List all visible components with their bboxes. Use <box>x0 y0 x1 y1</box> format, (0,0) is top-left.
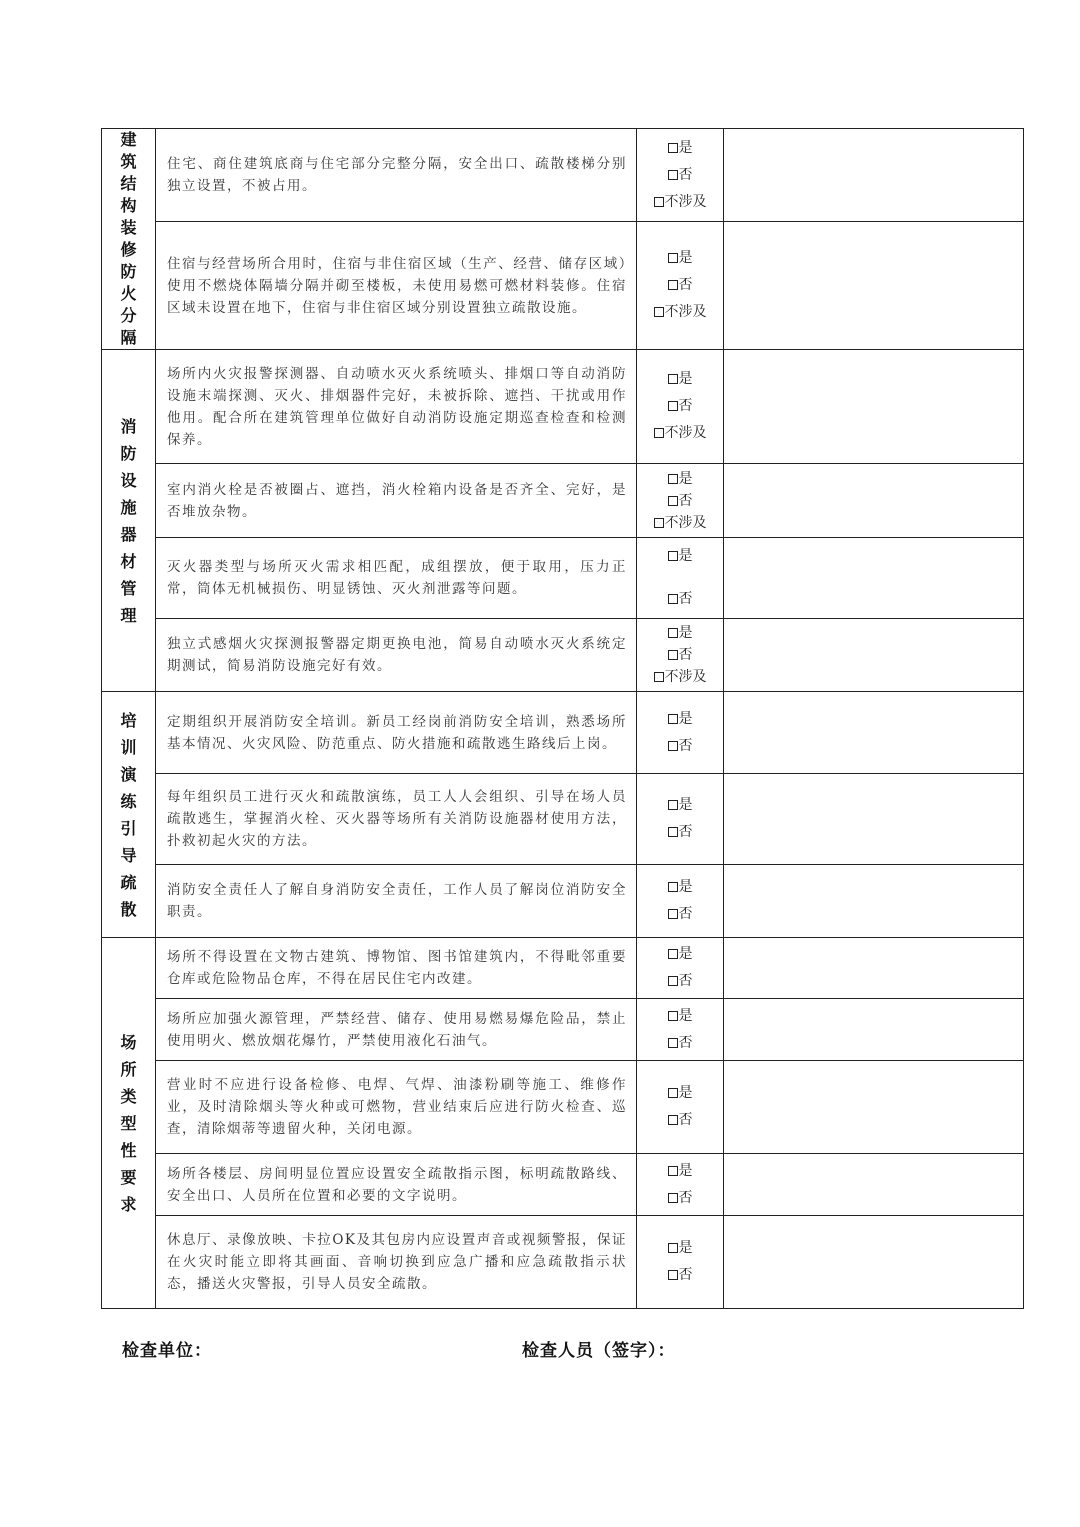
requirement-text: 休息厅、录像放映、卡拉OK及其包房内应设置声音或视频警报，保证在火灾时能立即将其画面、音响切换到应急广播和应急疏散指示状态，播送火灾警报，引导人员安全疏散。 <box>156 1216 637 1309</box>
option-yes[interactable]: 是 <box>637 622 723 644</box>
table-row <box>102 464 1024 538</box>
category-cell <box>102 350 156 692</box>
table-row <box>102 1061 1024 1154</box>
checkbox-icon[interactable] <box>668 909 678 919</box>
checkbox-icon[interactable] <box>654 518 664 528</box>
checkbox-icon[interactable] <box>668 1038 678 1048</box>
option-cell <box>637 999 724 1061</box>
table-row <box>102 774 1024 865</box>
table-row <box>102 222 1024 350</box>
checkbox-icon[interactable] <box>668 143 678 153</box>
requirement-text: 室内消火栓是否被圈占、遮挡，消火栓箱内设备是否齐全、完好，是否堆放杂物。 <box>156 464 637 538</box>
checkbox-icon[interactable] <box>654 197 664 207</box>
inspector-signature-label: 检查人员（签字）： <box>522 1341 676 1361</box>
option-na[interactable]: 不涉及 <box>637 299 723 326</box>
option-yes[interactable]: 是 <box>637 1235 723 1262</box>
checkbox-icon[interactable] <box>668 650 678 660</box>
checkbox-icon[interactable] <box>668 976 678 986</box>
checkbox-icon[interactable] <box>668 1115 678 1125</box>
option-yes[interactable]: 是 <box>637 1158 723 1185</box>
table-row <box>102 865 1024 938</box>
category-label: 消防设施器材管理 <box>120 416 137 625</box>
remarks-cell[interactable] <box>724 464 1024 538</box>
option-no[interactable]: 否 <box>637 819 723 846</box>
checkbox-icon[interactable] <box>668 594 678 604</box>
checkbox-icon[interactable] <box>668 628 678 638</box>
requirement-text: 独立式感烟火灾探测报警器定期更换电池，简易自动喷水灭火系统定期测试，简易消防设施完好有效。 <box>156 619 637 692</box>
option-no[interactable]: 否 <box>637 393 723 420</box>
category-label: 建筑结构装修防火分隔 <box>120 130 137 347</box>
requirement-text: 住宿与经营场所合用时，住宿与非住宿区域（生产、经营、储存区域）使用不燃烧体隔墙分隔并砌至楼板，未使用易燃可燃材料装修。住宿区域未设置在地下，住宿与非住宿区域分别设置独立疏散设施。 <box>156 222 637 350</box>
option-cell <box>637 222 724 350</box>
option-no[interactable]: 否 <box>637 162 723 189</box>
option-no[interactable]: 否 <box>637 272 723 299</box>
option-yes[interactable]: 是 <box>637 245 723 272</box>
option-cell <box>637 1061 724 1154</box>
option-no[interactable]: 否 <box>637 733 723 760</box>
option-no[interactable]: 否 <box>637 1030 723 1057</box>
requirement-text: 场所不得设置在文物古建筑、博物馆、图书馆建筑内，不得毗邻重要仓库或危险物品仓库，不得在居民住宅内改建。 <box>156 938 637 999</box>
remarks-cell[interactable] <box>724 938 1024 999</box>
checkbox-icon[interactable] <box>668 827 678 837</box>
checkbox-icon[interactable] <box>654 428 664 438</box>
table-row <box>102 692 1024 774</box>
category-cell <box>102 129 156 350</box>
checkbox-icon[interactable] <box>668 1011 678 1021</box>
category-cell <box>102 692 156 938</box>
category-label: 场所类型性要求 <box>120 1032 137 1214</box>
remarks-cell[interactable] <box>724 1061 1024 1154</box>
remarks-cell[interactable] <box>724 774 1024 865</box>
checkbox-icon[interactable] <box>668 741 678 751</box>
requirement-text: 营业时不应进行设备检修、电焊、气焊、油漆粉刷等施工、维修作业，及时清除烟头等火种或可燃物，营业结束后应进行防火检查、巡查，清除烟蒂等遗留火种，关闭电源。 <box>156 1061 637 1154</box>
option-yes[interactable]: 是 <box>637 706 723 733</box>
checkbox-icon[interactable] <box>668 474 678 484</box>
option-yes[interactable]: 是 <box>637 792 723 819</box>
requirement-text: 每年组织员工进行灭火和疏散演练，员工人人会组织、引导在场人员疏散逃生，掌握消火栓、灭火器等场所有关消防设施器材使用方法，扑救初起火灾的方法。 <box>156 774 637 865</box>
remarks-cell[interactable] <box>724 1216 1024 1309</box>
table-row <box>102 350 1024 464</box>
remarks-cell[interactable] <box>724 692 1024 774</box>
option-cell <box>637 350 724 464</box>
table-row <box>102 938 1024 999</box>
checkbox-icon[interactable] <box>668 280 678 290</box>
option-yes[interactable]: 是 <box>637 468 723 490</box>
checkbox-icon[interactable] <box>668 551 678 561</box>
requirement-text: 住宅、商住建筑底商与住宅部分完整分隔，安全出口、疏散楼梯分别独立设置，不被占用。 <box>156 129 637 222</box>
option-no[interactable]: 否 <box>637 490 723 512</box>
requirement-text: 消防安全责任人了解自身消防安全责任，工作人员了解岗位消防安全职责。 <box>156 865 637 938</box>
remarks-cell[interactable] <box>724 222 1024 350</box>
remarks-cell[interactable] <box>724 350 1024 464</box>
option-yes[interactable]: 是 <box>637 135 723 162</box>
remarks-cell[interactable] <box>724 865 1024 938</box>
remarks-cell[interactable] <box>724 538 1024 619</box>
checkbox-icon[interactable] <box>668 882 678 892</box>
option-no[interactable]: 否 <box>637 901 723 928</box>
table-row <box>102 999 1024 1061</box>
remarks-cell[interactable] <box>724 129 1024 222</box>
option-yes[interactable]: 是 <box>637 1080 723 1107</box>
table-row <box>102 538 1024 619</box>
option-no[interactable]: 否 <box>637 586 723 613</box>
option-yes[interactable]: 是 <box>637 941 723 968</box>
checkbox-icon[interactable] <box>668 253 678 263</box>
option-na[interactable]: 不涉及 <box>637 666 723 688</box>
inspection-table <box>101 128 1024 1309</box>
category-cell <box>102 938 156 1309</box>
checkbox-icon[interactable] <box>668 401 678 411</box>
table-row <box>102 1216 1024 1309</box>
requirement-text: 灭火器类型与场所灭火需求相匹配，成组摆放，便于取用，压力正常，筒体无机械损伤、明显锈蚀、灭火剂泄露等问题。 <box>156 538 637 619</box>
option-no[interactable]: 否 <box>637 1107 723 1134</box>
option-cell <box>637 774 724 865</box>
checkbox-icon[interactable] <box>668 1166 678 1176</box>
requirement-text: 定期组织开展消防安全培训。新员工经岗前消防安全培训，熟悉场所基本情况、火灾风险、防范重点、防火措施和疏散逃生路线后上岗。 <box>156 692 637 774</box>
option-yes[interactable]: 是 <box>637 366 723 393</box>
option-na[interactable]: 不涉及 <box>637 420 723 447</box>
remarks-cell[interactable] <box>724 999 1024 1061</box>
option-cell <box>637 938 724 999</box>
checkbox-icon[interactable] <box>668 170 678 180</box>
category-label: 培训演练引导疏散 <box>120 710 137 919</box>
requirement-text: 场所内火灾报警探测器、自动喷水灭火系统喷头、排烟口等自动消防设施末端探测、灭火、排烟器件完好，未被拆除、遮挡、干扰或用作他用。配合所在建筑管理单位做好自动消防设施定期巡查检查和检测保养。 <box>156 350 637 464</box>
option-cell <box>637 464 724 538</box>
option-cell <box>637 538 724 619</box>
option-no[interactable]: 否 <box>637 644 723 666</box>
remarks-cell[interactable] <box>724 619 1024 692</box>
option-cell <box>637 1154 724 1216</box>
option-na[interactable]: 不涉及 <box>637 189 723 216</box>
requirement-text: 场所应加强火源管理，严禁经营、储存、使用易燃易爆危险品，禁止使用明火、燃放烟花爆竹，严禁使用液化石油气。 <box>156 999 637 1061</box>
checkbox-icon[interactable] <box>668 1193 678 1203</box>
checkbox-icon[interactable] <box>668 374 678 384</box>
checkbox-icon[interactable] <box>654 672 664 682</box>
checkbox-icon[interactable] <box>668 1270 678 1280</box>
remarks-cell[interactable] <box>724 1154 1024 1216</box>
option-yes[interactable]: 是 <box>637 1003 723 1030</box>
checkbox-icon[interactable] <box>668 949 678 959</box>
option-no[interactable]: 否 <box>637 968 723 995</box>
option-yes[interactable]: 是 <box>637 543 723 570</box>
table-row <box>102 619 1024 692</box>
table-row <box>102 1154 1024 1216</box>
option-yes[interactable]: 是 <box>637 874 723 901</box>
option-no[interactable]: 否 <box>637 1262 723 1289</box>
option-cell <box>637 692 724 774</box>
checkbox-icon[interactable] <box>654 307 664 317</box>
option-na[interactable]: 不涉及 <box>637 512 723 534</box>
inspection-unit-label: 检查单位： <box>122 1341 212 1361</box>
option-cell <box>637 619 724 692</box>
checkbox-icon[interactable] <box>668 496 678 506</box>
option-cell <box>637 865 724 938</box>
requirement-text: 场所各楼层、房间明显位置应设置安全疏散指示图，标明疏散路线、安全出口、人员所在位置和必要的文字说明。 <box>156 1154 637 1216</box>
option-cell <box>637 129 724 222</box>
checkbox-icon[interactable] <box>668 800 678 810</box>
checkbox-icon[interactable] <box>668 1243 678 1253</box>
checkbox-icon[interactable] <box>668 1088 678 1098</box>
option-no[interactable]: 否 <box>637 1185 723 1212</box>
table-row <box>102 129 1024 222</box>
checkbox-icon[interactable] <box>668 714 678 724</box>
option-cell <box>637 1216 724 1309</box>
